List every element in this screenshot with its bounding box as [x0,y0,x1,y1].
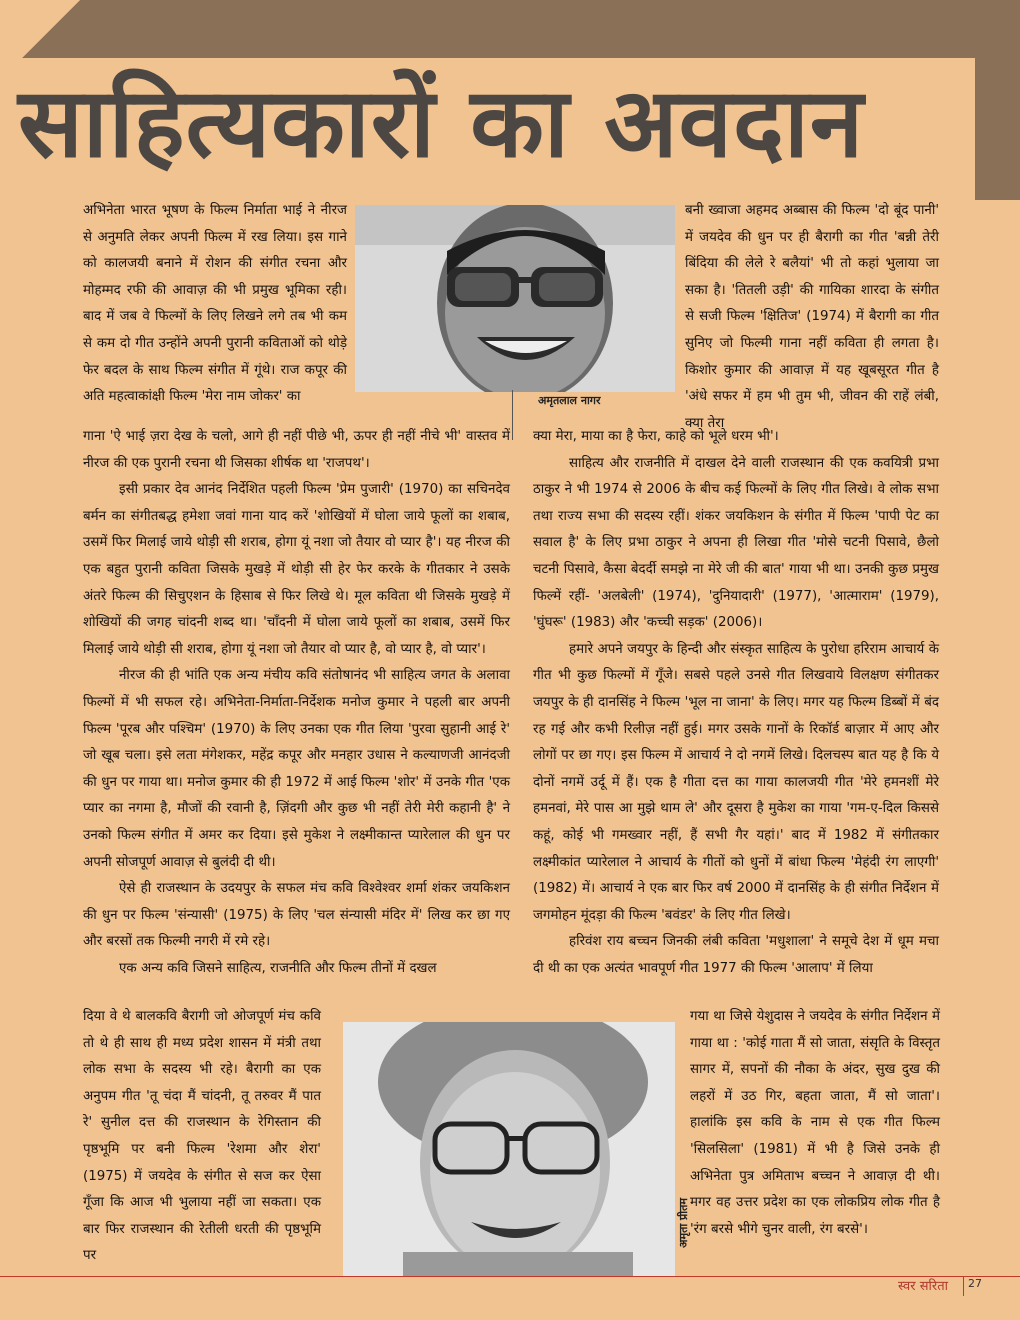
portrait-1-illustration [355,205,675,392]
article-title: साहित्यकारों का अवदान [18,67,865,179]
portrait-photo-2 [343,1022,675,1277]
right-column-middle [533,424,939,982]
left-column-top [83,198,347,411]
left-column-middle [83,424,510,982]
paragraph: एक अन्य कवि जिसने साहित्य, राजनीति और फिल्म तीनों में दखल [119,960,437,976]
paragraph: हरिवंश राय बच्चन जिनकी लंबी कविता 'मधुशाला' ने समूचे देश में धूम मचा दी थी का एक अत्यंत भावपूर्ण गीत 1977 की फिल्म 'आलाप' में लिया [533,934,939,976]
paragraph: ऐसे ही राजस्थान के उदयपुर के सफल मंच कवि विश्वेश्वर शर्मा शंकर जयकिशन की धुन पर फिल्म 'संन्यासी' (1975) के लिए 'चल संन्यासी मंदिर में' लिख कर छा गए और बरसों तक फिल्मी नगरी में रमे रहे। [83,881,510,950]
column-divider [512,390,513,440]
portrait-2-illustration [343,1022,675,1277]
paragraph: दिया वे थे बालकवि बैरागी जो ओजपूर्ण मंच कवि तो थे ही साथ ही मध्य प्रदेश शासन में मंत्री तथा लोक सभा के सदस्य भी रहे। बैरागी का एक अनुपम गीत 'तू चंदा मैं चांदनी, तू तरुवर मैं पात रे' सुनील दत्त की राजस्थान के रेगिस्तान की पृष्ठभूमि पर बनी फिल्म 'रेशमा और शेरा' (1975) में जयदेव के संगीत से सज कर ऐसा गूँजा कि आज भी भुलाया नहीं जा सकता। एक बार फिर राजस्थान की रेतीली धरती की पृष्ठभूमि पर [83,1009,321,1264]
paragraph: हमारे अपने जयपुर के हिन्दी और संस्कृत साहित्य के पुरोधा हरिराम आचार्य के गीत भी कुछ फिल्मों में गूँजे। सबसे पहले उनसे गीत लिखवाये विलक्षण संगीतकर जयपुर के ही दानसिंह ने फिल्म 'भूल ना जाना' के लिए। मगर यह फिल्म डिब्बों में बंद रह गई और कभी रिलीज़ नहीं हुई। मगर उसके गानों के रिकॉर्ड बाज़ार में आए और लोगों पर छा गए। इस फिल्म में आचार्य ने दो नगमें लिखे। दिलचस्प बात यह है कि ये दोनों नगमें उर्दू में हैं। एक है गीता दत्त का गाया कालजयी गीत 'मेरे हमनशीं मेरे हमनवां, मेरे पास आ मुझे थाम ले' और दूसरा है मुकेश का गाया 'गम-ए-दिल किससे कहूं, कोई भी गमख्वार नहीं, हैं सभी गैर यहां।' बाद में 1982 में संगीतकार लक्ष्मीकांत प्यारेलाल ने आचार्य के गीतों को धुनों में बांधा फिल्म 'मेहंदी रंग लाएगी' (1982) में। आचार्य ने एक बार फिर वर्ष 2000 में दानसिंह के ही संगीत निर्देशन में जगमोहन मूंदड़ा की फिल्म 'बवंडर' के लिए गीत लिखे। [533,641,939,923]
right-column-top [685,198,939,437]
paragraph: नीरज की ही भांति एक अन्य मंचीय कवि संतोषानंद भी साहित्य जगत के अलावा फिल्मों में भी सफल रहे। अभिनेता-निर्माता-निर्देशक मनोज कुमार ने पहली बार अपनी फिल्म 'पूरब और पश्चिम' (1970) के लिए उनका एक गीत लिया 'पुरवा सुहानी आई रे' जो खूब चला। इसे लता मंगेशकर, महेंद्र कपूर और मनहार उधास ने कल्याणजी आनंदजी की धुन पर गाया था। मनोज कुमार की ही 1972 में आई फिल्म 'शोर' में उनके गीत 'एक प्यार का नगमा है, मौजों की रवानी है, ज़िंदगी और कुछ भी नहीं तेरी मेरी कहानी है' ने उनको फिल्म संगीत में अमर कर दिया। इसे मुकेश ने लक्ष्मीकान्त प्यारेलाल की धुन पर अपनी सोजपूर्ण आवाज़ से बुलंदी दी थी। [83,668,510,870]
photo-caption-2: अमृता प्रीतम [677,1198,690,1248]
right-column-bottom [690,1004,940,1243]
footer-rule [0,1276,1020,1277]
paragraph: इसी प्रकार देव आनंद निर्देशित पहली फिल्म 'प्रेम पुजारी' (1970) का सचिनदेव बर्मन का संगीतबद्ध हमेशा जवां गाना याद करें 'शोखियों में घोला जाये फूलों का शबाब, उसमें फिर मिलाई जाये थोड़ी सी शराब, होगा यूं नशा जो तैयार वो प्यार है'। यह नीरज की एक बहुत पुरानी कविता जिसके मुखड़े में थोड़ी सी हेर फेर करके के गीतकार ने उसके अंतरे फिल्म की सिचुएशन के हिसाब से फिर लिखे थे। मूल कविता थी जिसके मुखड़े में शोखियों की जगह चांदनी शब्द था। 'चाँदनी में घोला जाये फूलों का शबाब, उसमें फिर मिलाई जाये थोड़ी सी शराब, होगा यूं नशा जो तैयार वो प्यार है, वो प्यार है, वो प्यार'। [83,482,510,657]
photo-caption-1: अमृतलाल नागर [538,394,601,407]
paragraph: क्या मेरा, माया का है फेरा, काहे को भूले धरम भी'। [533,429,779,444]
portrait-photo-1 [355,205,675,392]
paragraph: अभिनेता भारत भूषण के फिल्म निर्माता भाई ने नीरज से अनुमति लेकर अपनी फिल्म में रख लिया। इस गाने को कालजयी बनाने में रोशन की संगीत रचना और मोहम्मद रफी की आवाज़ की भी प्रमुख भूमिका रही। बाद में जब वे फिल्मों के लिए लिखने लगे तब भी कम से कम दो गीत उन्होंने अपनी पुरानी कविताओं को थोड़े फेर बदल के साथ फिल्म संगीत में गूंथे। राज कपूर की अति महत्वाकांक्षी फिल्म 'मेरा नाम जोकर' का [83,203,347,405]
page-number: 27 [968,1277,982,1290]
footer-divider [963,1276,964,1296]
paragraph: साहित्य और राजनीति में दाखल देने वाली राजस्थान की एक कवयित्री प्रभा ठाकुर ने भी 1974 से 2006 के बीच कई फिल्मों के लिए गीत लिखे। वे लोक सभा तथा राज्य सभा की सदस्य रहीं। शंकर जयकिशन के संगीत में फिल्म 'पापी पेट का सवाल है' के लिए प्रभा ठाकुर ने अपना ही लिखा गीत 'मोसे चटनी पिसावे, छैलो चटनी पिसावे, कैसा बेदर्दी समझे ना मेरे जी की बात' गाया भी था। उनकी कुछ प्रमुख फिल्में रहीं- 'अलबेली' (1974), 'दुनियादारी' (1977), 'आत्माराम' (1979), 'घुंघरू' (1983) और 'कच्ची सड़क' (2006)। [533,455,939,631]
left-column-bottom [83,1004,321,1270]
paragraph: गाना 'ऐ भाई ज़रा देख के चलो, आगे ही नहीं पीछे भी, ऊपर ही नहीं नीचे भी' वास्तव में नीरज की एक पुरानी रचना थी जिसका शीर्षक था 'राजपथ'। [83,429,510,471]
paragraph: गया था जिसे येशुदास ने जयदेव के संगीत निर्देशन में गाया था : 'कोई गाता मैं सो जाता, संसृति के विस्तृत सागर में, सपनों की नौका के अंदर, सुख दुख की लहरों में उठ गिर, बहता जाता, मैं सो जाता'। हालांकि इस कवि के नाम से एक गीत फिल्म 'सिलसिला' (1981) में भी है जिसे उनके ही अभिनेता पुत्र अमिताभ बच्चन ने आवाज़ दी थी। मगर वह उत्तर प्रदेश का एक लोकप्रिय लोक गीत है 'रंग बरसे भीगे चुनर वाली, रंग बरसे'। [690,1009,940,1237]
magazine-name: स्वर सरिता [898,1279,948,1294]
paragraph: बनी ख्वाजा अहमद अब्बास की फिल्म 'दो बूंद पानी' में जयदेव की धुन पर ही बैरागी का गीत 'बन्नी तेरी बिंदिया की लेले रे बलैयां' भी तो कहां भुलाया जा सका है। 'तितली उड़ी' की गायिका शारदा के संगीत से सजी फिल्म 'क्षितिज' (1974) में बैरागी का गीत सुनिए जो फिल्मी गाना नहीं कविता ही लगता है। किशोर कुमार की आवाज़ में यह खूबसूरत गीत है 'अंधे सफर में हम भी तुम भी, जीवन की राहें लंबी, क्या तेरा [685,203,939,431]
